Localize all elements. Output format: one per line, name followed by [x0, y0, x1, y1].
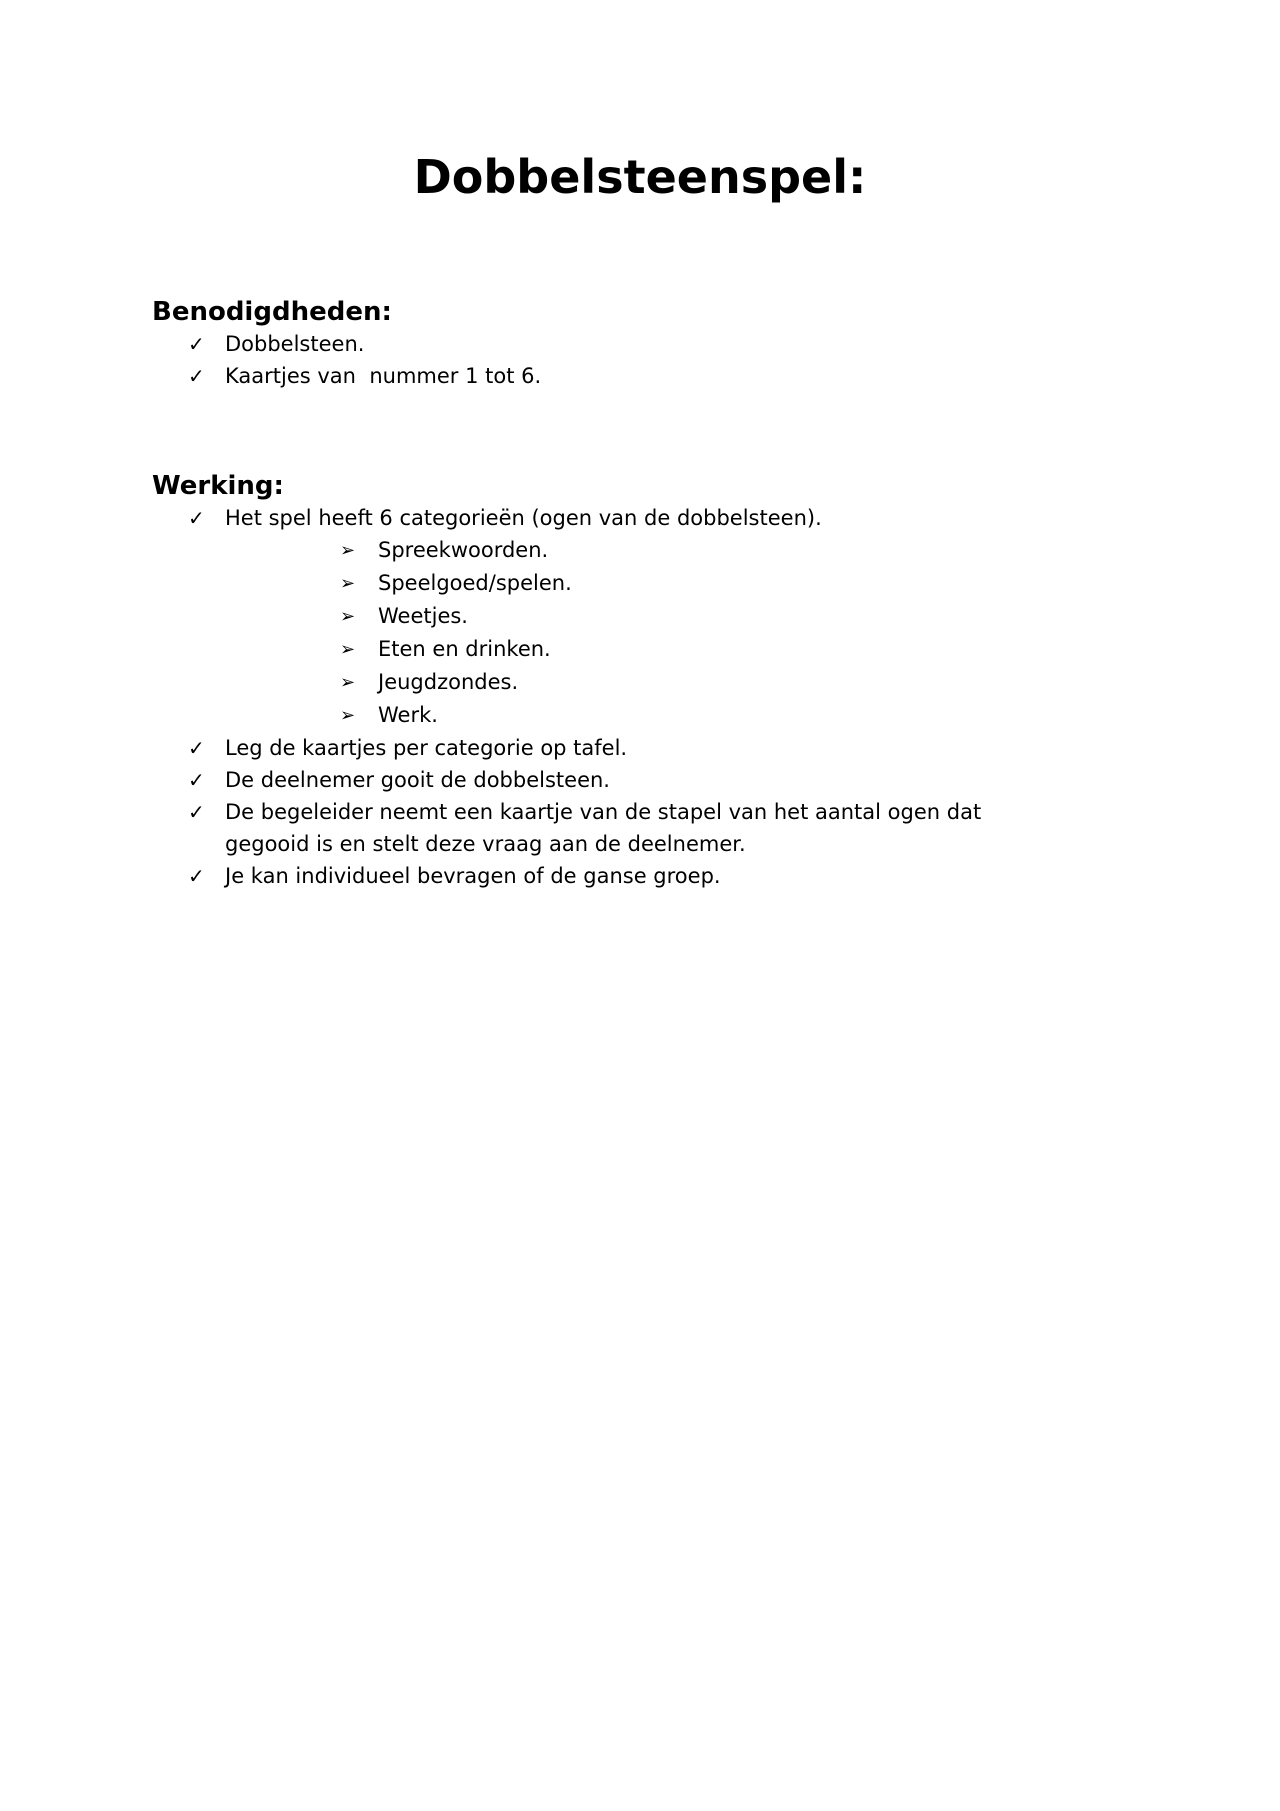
list-item-text: Dobbelsteen. — [225, 332, 365, 356]
list-item-text: Jeugdzondes. — [378, 670, 519, 694]
list-item-text: Kaartjes van nummer 1 tot 6. — [225, 364, 542, 388]
list-item-text: De begeleider neemt een kaartje van de stapel van het aantal ogen dat gegooid is en stelt deze vraag aan de deelnemer. — [225, 800, 988, 856]
list-item-text: De deelnemer gooit de dobbelsteen. — [225, 768, 610, 792]
list-item-text: Eten en drinken. — [378, 637, 551, 661]
check-bullet-icon: ✓ — [188, 736, 205, 760]
list-item-text: Weetjes. — [378, 604, 468, 628]
list-item-text: Leg de kaartjes per categorie op tafel. — [225, 736, 628, 760]
list-item — [152, 534, 1128, 567]
steps-list — [152, 732, 1128, 892]
arrow-bullet-icon: ➢ — [340, 705, 356, 726]
arrow-bullet-icon: ➢ — [340, 639, 356, 660]
document-title: Dobbelsteenspel: — [413, 150, 867, 204]
list-item — [152, 699, 1128, 732]
list-item — [152, 360, 1128, 392]
check-bullet-icon: ✓ — [188, 864, 205, 888]
check-bullet-icon: ✓ — [188, 506, 205, 530]
list-item-text: Spreekwoorden. — [378, 538, 549, 562]
check-bullet-icon: ✓ — [188, 364, 205, 388]
check-bullet-icon: ✓ — [188, 768, 205, 792]
list-item-text: Speelgoed/spelen. — [378, 571, 572, 595]
section-heading-werking: Werking: — [152, 471, 284, 501]
list-item-text: Je kan individueel bevragen of de ganse groep. — [225, 864, 721, 888]
arrow-bullet-icon: ➢ — [340, 672, 356, 693]
werking-intro-list — [152, 502, 1128, 534]
arrow-bullet-icon: ➢ — [340, 606, 356, 627]
benodigdheden-list — [152, 328, 1128, 392]
list-item — [152, 796, 1128, 860]
section-heading-benodigdheden: Benodigdheden: — [152, 297, 392, 327]
check-bullet-icon: ✓ — [188, 332, 205, 356]
list-item — [152, 633, 1128, 666]
list-item — [152, 502, 1128, 534]
categories-list — [152, 534, 1128, 732]
list-item-text: Werk. — [378, 703, 438, 727]
list-item — [152, 764, 1128, 796]
list-item — [152, 860, 1128, 892]
check-bullet-icon: ✓ — [188, 800, 205, 824]
list-item — [152, 567, 1128, 600]
arrow-bullet-icon: ➢ — [340, 540, 356, 561]
list-item-text: Het spel heeft 6 categorieën (ogen van de dobbelsteen). — [225, 506, 822, 530]
list-item — [152, 328, 1128, 360]
list-item — [152, 600, 1128, 633]
list-item — [152, 666, 1128, 699]
arrow-bullet-icon: ➢ — [340, 573, 356, 594]
list-item — [152, 732, 1128, 764]
